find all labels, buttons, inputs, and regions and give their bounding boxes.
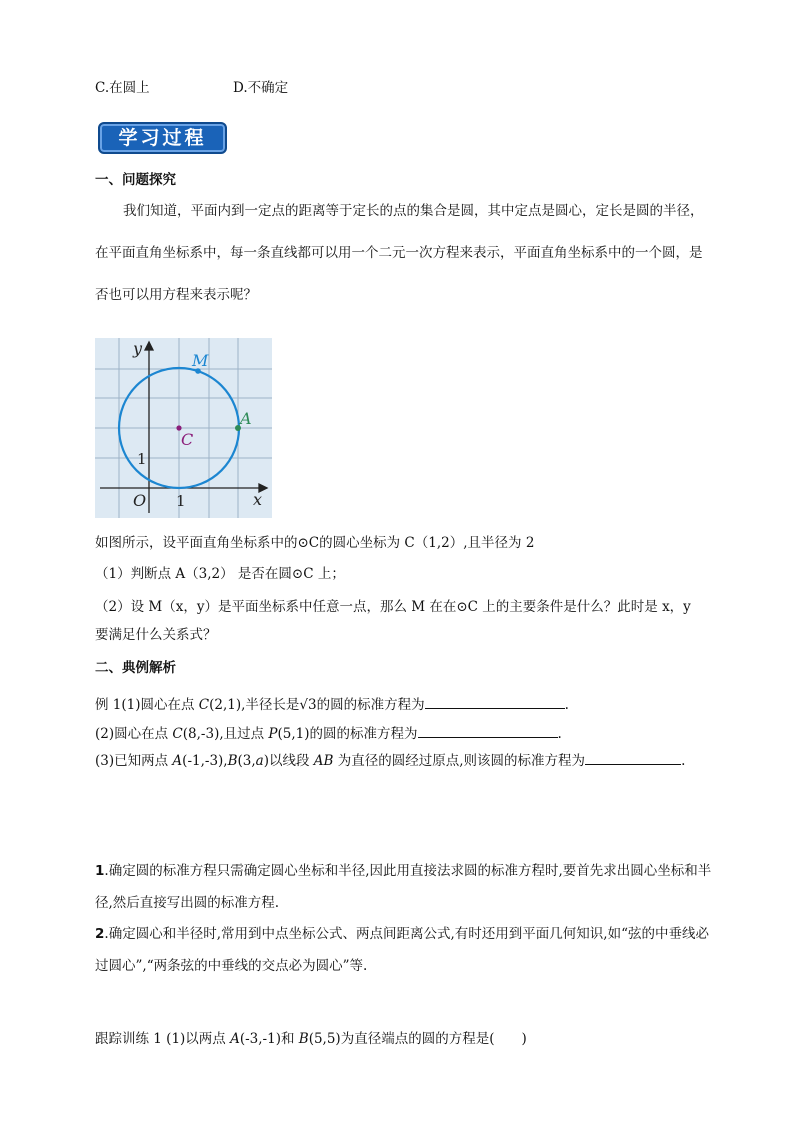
circle-figure bbox=[95, 338, 272, 518]
tip-2-number: 2 bbox=[95, 926, 105, 942]
ex3-d: )以线段 bbox=[263, 753, 314, 769]
ex2-mid: (8,-3),且过点 bbox=[182, 726, 269, 742]
y-axis-arrow-icon bbox=[145, 342, 153, 350]
ex1-prefix: 例 1(1)圆心在点 bbox=[95, 697, 199, 713]
method-tip-1 bbox=[95, 855, 715, 919]
ex3-a: (3)已知两点 bbox=[95, 753, 173, 769]
answer-blank-2[interactable] bbox=[418, 723, 558, 738]
example-1-part-1 bbox=[95, 693, 569, 713]
option-c: C.在圆上 bbox=[95, 80, 150, 96]
option-d: D.不确定 bbox=[233, 80, 289, 96]
ex2-point-c: C bbox=[172, 726, 183, 742]
tip-1-number: 1 bbox=[95, 863, 105, 879]
practice-point-a: A bbox=[230, 1031, 240, 1047]
example-1-part-3 bbox=[95, 749, 685, 769]
ex3-b: (-1,-3), bbox=[182, 753, 228, 769]
ex3-point-b: B bbox=[227, 753, 238, 769]
example-1-part-2 bbox=[95, 722, 562, 742]
center-label: C bbox=[181, 430, 194, 449]
intro-text: 我们知道，平面内到一定点的距离等于定长的点的集合是圆，其中定点是圆心，定长是圆的半径，在平面直角坐标系中，每一条直线都可以用一个二元一次方程来表示，平面直角坐标系中的一个圆，是否也可以用方程来表示呢？ bbox=[95, 203, 704, 303]
intro-paragraph bbox=[95, 190, 705, 316]
x-tick-label: 1 bbox=[176, 492, 186, 510]
ex2-point-p: P bbox=[268, 726, 278, 742]
ex2-period: . bbox=[557, 726, 562, 742]
problem-setup: 如图所示，设平面直角坐标系中的⊙C的圆心坐标为 C（1,2）,且半径为 2 bbox=[95, 535, 535, 551]
y-tick-label: 1 bbox=[137, 450, 147, 468]
answer-options bbox=[95, 76, 395, 96]
ex2-end: (5,1)的圆的标准方程为 bbox=[277, 726, 418, 742]
grid-lines bbox=[95, 338, 272, 518]
x-axis-label: x bbox=[253, 490, 263, 509]
tip-1-text: .确定圆的标准方程只需确定圆心坐标和半径,因此用直接法求圆的标准方程时,要首先求出圆心坐标和半径,然后直接写出圆的标准方程. bbox=[95, 863, 712, 911]
answer-blank-3[interactable] bbox=[585, 750, 681, 765]
origin-label: O bbox=[133, 491, 147, 510]
coordinate-graph bbox=[95, 338, 272, 518]
y-axis-label: y bbox=[133, 339, 143, 358]
learning-process-banner: 学习过程 bbox=[98, 122, 227, 154]
question-2-line1: （2）设 M（x，y）是平面坐标系中任意一点，那么 M 在在⊙C 上的主要条件是什么？此时是 x，y bbox=[95, 599, 691, 615]
point-a-label: A bbox=[240, 409, 252, 428]
practice-c: (5,5)为直径端点的圆的方程是( ) bbox=[308, 1031, 527, 1047]
practice-b: (-3,-1)和 bbox=[239, 1031, 299, 1047]
point-m-label: M bbox=[192, 351, 209, 370]
ex1-point-c: C bbox=[198, 697, 210, 713]
ex1-period: . bbox=[564, 697, 569, 713]
question-2-line2: 要满足什么关系式？ bbox=[95, 627, 217, 643]
ex2-prefix: (2)圆心在点 bbox=[95, 726, 173, 742]
section-title-inquiry: 一、问题探究 bbox=[95, 172, 176, 188]
ex3-e: 为直径的圆经过原点,则该圆的标准方程为 bbox=[333, 753, 586, 769]
ex3-var-a: a bbox=[255, 753, 264, 769]
ex3-period: . bbox=[681, 753, 686, 769]
ex3-segment-ab: AB bbox=[313, 753, 334, 769]
ex3-c: (3, bbox=[237, 753, 256, 769]
ex1-mid: (2,1),半径长是√3的圆的标准方程为 bbox=[209, 697, 425, 713]
section-title-examples: 二、典例解析 bbox=[95, 660, 176, 676]
tip-2-text: .确定圆心和半径时,常用到中点坐标公式、两点间距离公式,有时还用到平面几何知识,如“弦的中垂线必过圆心”,“两条弦的中垂线的交点必为圆心”等. bbox=[95, 926, 709, 974]
practice-point-b: B bbox=[298, 1031, 309, 1047]
answer-blank-1[interactable] bbox=[425, 694, 565, 709]
method-tip-2 bbox=[95, 918, 715, 982]
practice-a: 跟踪训练 1 (1)以两点 bbox=[95, 1031, 231, 1047]
ex3-point-a: A bbox=[172, 753, 183, 769]
practice-1 bbox=[95, 1027, 527, 1047]
question-1: （1）判断点 A（3,2） 是否在圆⊙C 上； bbox=[95, 566, 345, 582]
